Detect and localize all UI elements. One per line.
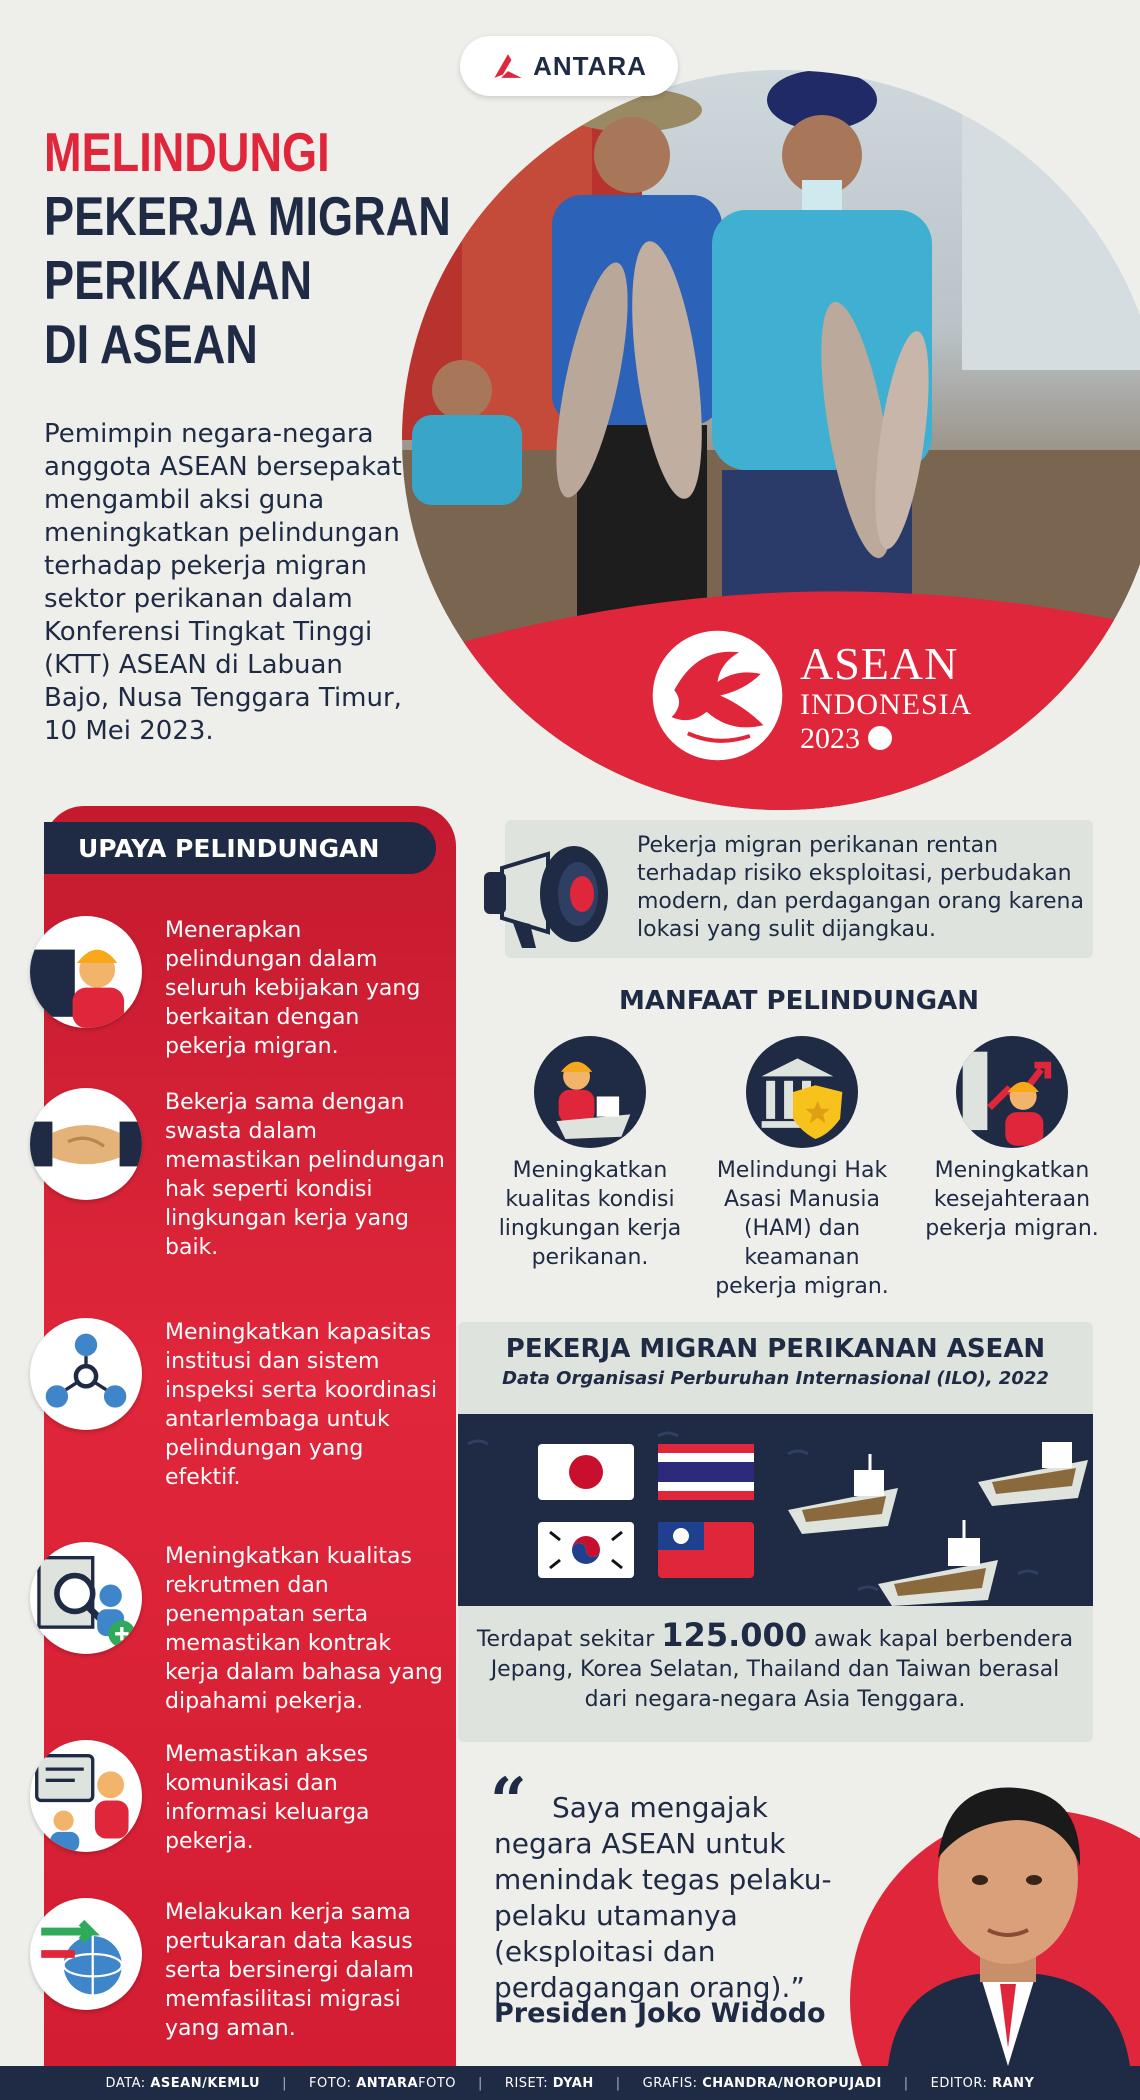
- separator: |: [615, 2075, 621, 2091]
- upaya-item-text: Melakukan kerja sama pertukaran data kasus serta bersinergi dalam memfasilitasi migrasi yang aman.: [165, 1900, 414, 2041]
- quote-author: Presiden Joko Widodo: [494, 1998, 826, 2029]
- sea-illustration: [458, 1414, 1093, 1606]
- upaya-item-text: Meningkatkan kualitas rekrutmen dan penempatan serta memastikan kontrak kerja dalam bahasa yang dipahami pekerja.: [165, 1544, 443, 1714]
- upaya-item: [30, 1542, 450, 1714]
- ilo-text-after: awak kapal berbendera Jepang, Korea Selatan, Thailand dan Taiwan berasal dari negara-negara Asia Tenggara.: [490, 1627, 1074, 1712]
- title-line-2: PEKERJA MIGRAN: [44, 185, 451, 247]
- antara-wordmark: ANTARA: [533, 50, 647, 81]
- handshake-icon: [30, 1088, 142, 1200]
- ilo-number: 125.000: [661, 1616, 808, 1654]
- japan-flag: [538, 1444, 634, 1500]
- upaya-heading: UPAYA PELINDUNGAN: [44, 822, 436, 874]
- quote-mark-icon: “: [490, 1764, 527, 1839]
- upaya-item: [30, 1088, 450, 1260]
- indonesia-label: INDONESIA: [800, 688, 973, 721]
- page-title: [44, 120, 451, 376]
- president-portrait: [868, 1748, 1140, 2066]
- title-line-1: MELINDUNGI: [44, 121, 330, 183]
- network-people-icon: [30, 1318, 142, 1430]
- credit-grafis: GRAFIS: CHANDRA/NOROPUJADI: [642, 2075, 882, 2091]
- ilo-text-before: Terdapat sekitar: [476, 1627, 655, 1652]
- separator: |: [282, 2075, 287, 2091]
- south-korea-flag: [538, 1522, 634, 1578]
- benefit-item: [490, 1036, 690, 1272]
- asean-indonesia-logo: [650, 628, 785, 763]
- year-label: 2023: [800, 722, 972, 756]
- fishing-boat-icon: [878, 1520, 998, 1606]
- title-line-3: PERIKANAN: [44, 249, 313, 311]
- fishing-boat-icon: [788, 1454, 898, 1534]
- ilo-heading: PEKERJA MIGRAN PERIKANAN ASEAN: [505, 1334, 1046, 1364]
- ilo-statement: [470, 1616, 1080, 1715]
- asean-indonesia-text: [800, 640, 972, 756]
- institution-shield-icon: [746, 1036, 858, 1148]
- upaya-item-text: Memastikan akses komunikasi dan informasi keluarga pekerja.: [165, 1742, 370, 1854]
- credit-data: DATA: ASEAN/KEMLU: [105, 2075, 261, 2091]
- worker-boat-icon: [534, 1036, 646, 1148]
- antara-mark-icon: [491, 49, 525, 83]
- upaya-item-text: Meningkatkan kapasitas institusi dan sistem inspeksi serta koordinasi antarlembaga untuk pelindungan yang efektif.: [165, 1320, 438, 1490]
- upaya-item: [30, 1318, 450, 1490]
- risk-note-text: Pekerja migran perikanan rentan terhadap risiko eksploitasi, perbudakan modern, dan perdagangan orang karena lokasi yang sulit dijangkau.: [637, 833, 1084, 942]
- recruitment-search-icon: [30, 1542, 142, 1654]
- quote-text: Saya mengajak negara ASEAN untuk menindak tegas pelaku-pelaku utamanya (eksploitasi dan perdagangan orang).”: [494, 1791, 832, 2004]
- manfaat-heading: MANFAAT PELINDUNGAN: [618, 986, 980, 1016]
- asean-label: ASEAN: [800, 638, 959, 689]
- upaya-item-text: Menerapkan pelindungan dalam seluruh kebijakan yang berkaitan dengan pekerja migran.: [165, 918, 421, 1059]
- taiwan-flag: [658, 1522, 754, 1578]
- credit-riset: RISET: DYAH: [504, 2075, 594, 2091]
- credit-editor: EDITOR: RANY: [930, 2075, 1035, 2091]
- worker-growth-chart-icon: [956, 1036, 1068, 1148]
- separator: |: [903, 2075, 909, 2091]
- benefit-item: [702, 1036, 902, 1301]
- ilo-source: Data Organisasi Perburuhan Internasional (ILO), 2022: [502, 1368, 1049, 1389]
- antara-logo: [460, 36, 678, 96]
- benefit-text: Melindungi Hak Asasi Manusia (HAM) dan keamanan pekerja migran.: [715, 1158, 889, 1299]
- worker-hardhat-icon: [30, 916, 142, 1028]
- separator: |: [478, 2075, 483, 2091]
- fishing-boat-icon: [978, 1442, 1088, 1506]
- benefit-item: [912, 1036, 1112, 1243]
- benefit-text: Meningkatkan kesejahteraan pekerja migran.: [925, 1158, 1099, 1241]
- upaya-item: [30, 1740, 450, 1890]
- credits-footer: [0, 2066, 1140, 2100]
- globe-exchange-icon: [30, 1898, 142, 2010]
- asean-emblem-icon: [868, 726, 892, 750]
- benefit-text: Meningkatkan kualitas kondisi lingkungan kerja perikanan.: [498, 1158, 682, 1270]
- family-communication-icon: [30, 1740, 142, 1852]
- credit-foto: FOTO: ANTARAFOTO: [309, 2075, 457, 2091]
- title-line-4: DI ASEAN: [44, 313, 258, 375]
- megaphone-icon: [478, 828, 618, 958]
- thailand-flag: [658, 1444, 754, 1500]
- intro-paragraph: Pemimpin negara-negara anggota ASEAN bersepakat mengambil aksi guna meningkatkan pelindungan terhadap pekerja migran sektor perikanan dalam Konferensi Tingkat Tinggi (KTT) ASEAN di Labuan Bajo, Nusa Tenggara Timur, 10 Mei 2023.: [44, 419, 402, 746]
- upaya-item: [30, 916, 450, 1066]
- upaya-item: [30, 1898, 450, 2048]
- upaya-item-text: Bekerja sama dengan swasta dalam memastikan pelindungan hak seperti kondisi lingkungan kerja yang baik.: [165, 1090, 445, 1260]
